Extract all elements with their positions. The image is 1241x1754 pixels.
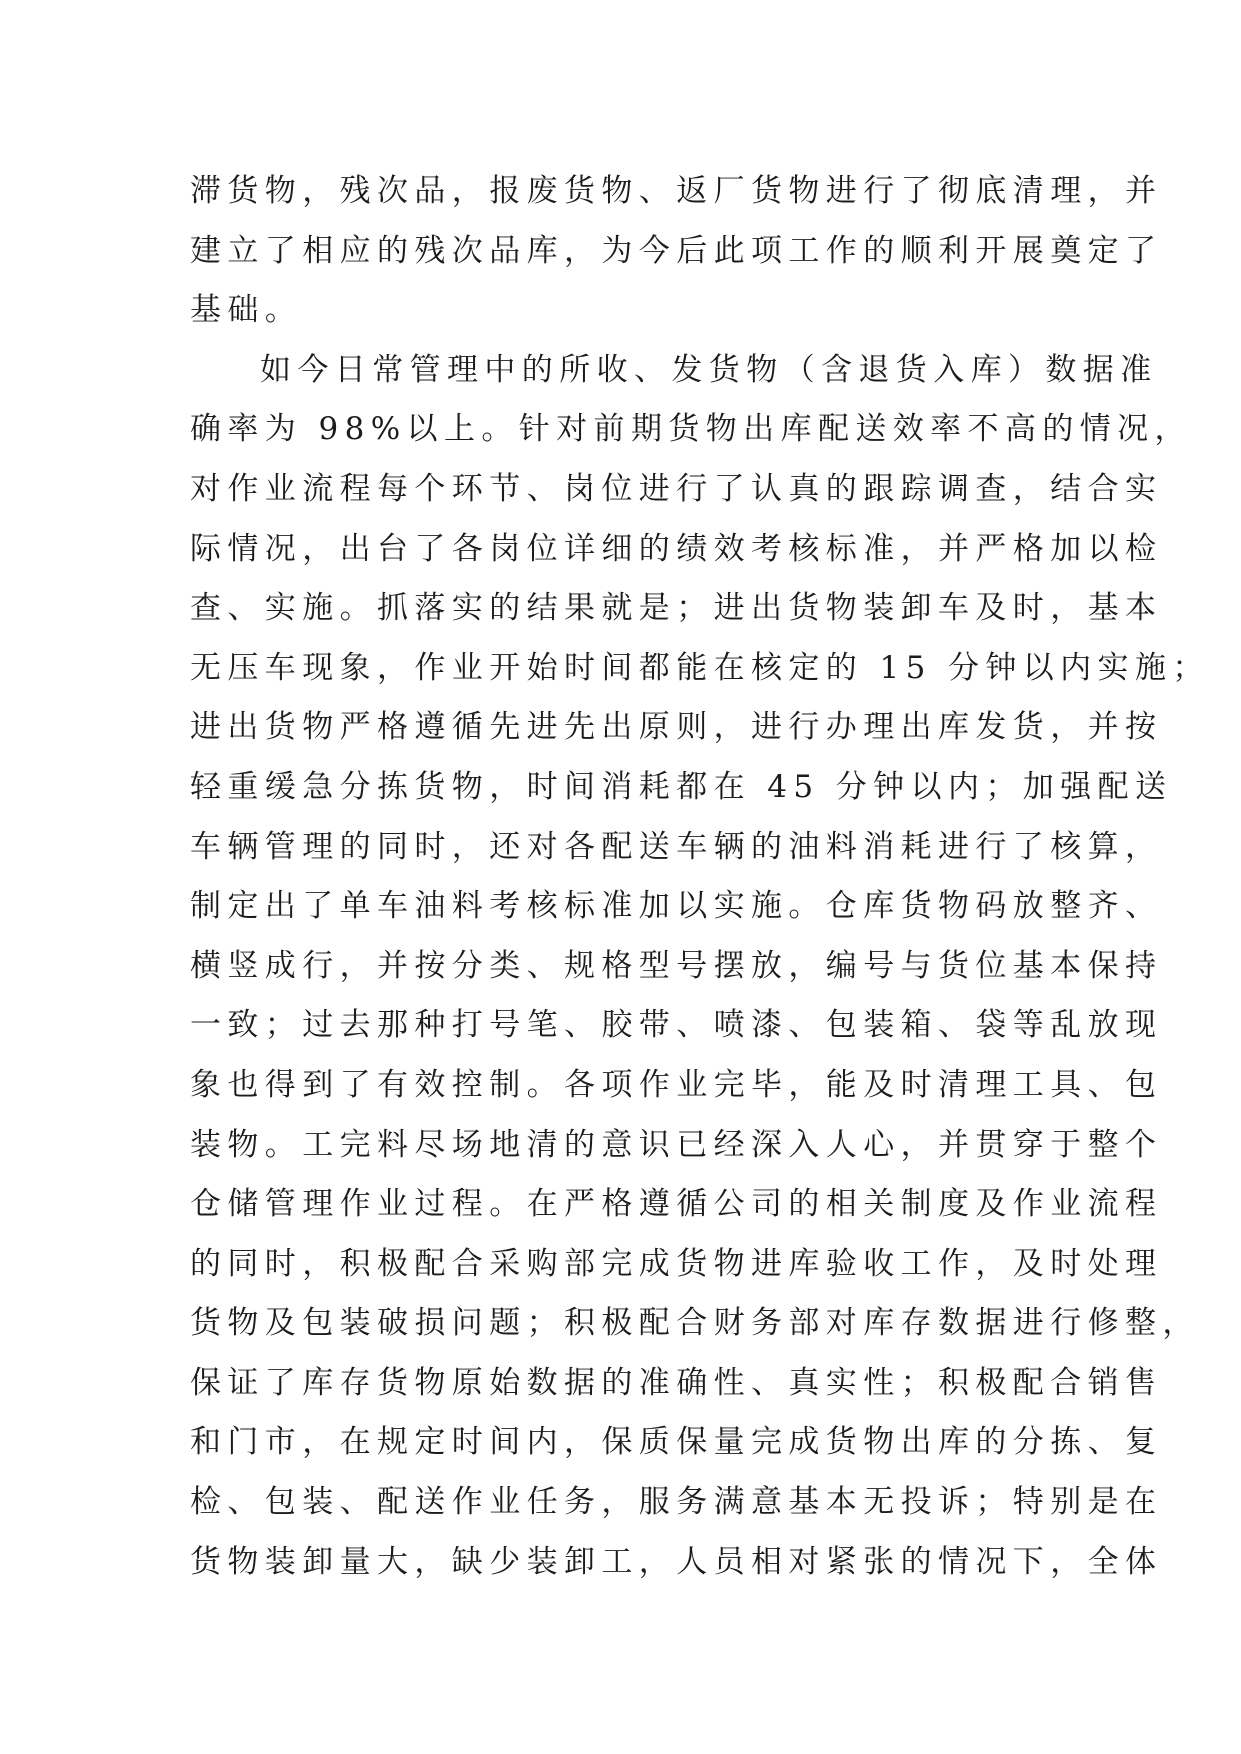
paragraph-2-line-3: 对作业流程每个环节、岗位进行了认真的跟踪调查，结合实 [190, 470, 1163, 507]
paragraph-2-line-2: 确率为 98%以上。针对前期货物出库配送效率不高的情况， [190, 411, 1192, 448]
paragraph-2-line-6: 无压车现象，作业开始时间都能在核定的 15 分钟以内实施； [190, 649, 1210, 686]
paragraph-2-line-17: 货物及包装破损问题；积极配合财务部对库存数据进行修整， [190, 1305, 1200, 1342]
paragraph-2-line-20: 检、包装、配送作业任务，服务满意基本无投诉；特别是在 [190, 1484, 1163, 1521]
paragraph-2-line-11: 横竖成行，并按分类、规格型号摆放，编号与货位基本保持 [190, 947, 1163, 984]
paragraph-2-line-10: 制定出了单车油料考核标准加以实施。仓库货物码放整齐、 [190, 888, 1163, 925]
paragraph-2-line-16: 的同时，积极配合采购部完成货物进库验收工作，及时处理 [190, 1245, 1163, 1282]
paragraph-2-line-15: 仓储管理作业过程。在严格遵循公司的相关制度及作业流程 [190, 1186, 1163, 1223]
paragraph-2-line-12: 一致；过去那种打号笔、胶带、喷漆、包装箱、袋等乱放现 [190, 1007, 1163, 1044]
paragraph-2-line-21: 货物装卸量大，缺少装卸工，人员相对紧张的情况下，全体 [190, 1543, 1163, 1580]
paragraph-2-line-7: 进出货物严格遵循先进先出原则，进行办理出库发货，并按 [190, 709, 1163, 746]
paragraph-2-line-9: 车辆管理的同时，还对各配送车辆的油料消耗进行了核算， [190, 828, 1163, 865]
paragraph-2-line-8: 轻重缓急分拣货物，时间消耗都在 45 分钟以内；加强配送 [190, 768, 1173, 805]
paragraph-2-line-13: 象也得到了有效控制。各项作业完毕，能及时清理工具、包 [190, 1066, 1163, 1103]
paragraph-1-line-1: 滞货物，残次品，报废货物、返厂货物进行了彻底清理，并 [190, 173, 1163, 209]
paragraph-2-line-18: 保证了库存货物原始数据的准确性、真实性；积极配合销售 [190, 1364, 1163, 1401]
paragraph-2-line-4: 际情况，出台了各岗位详细的绩效考核标准，并严格加以检 [190, 530, 1163, 567]
body-text [190, 162, 1210, 1592]
paragraph-2-line-19: 和门市，在规定时间内，保质保量完成货物出库的分拣、复 [190, 1424, 1163, 1461]
paragraph-1-line-3: 基础。 [190, 292, 303, 329]
paragraph-2-line-5: 查、实施。抓落实的结果就是；进出货物装卸车及时，基本 [190, 590, 1163, 627]
paragraph-1-line-2: 建立了相应的残次品库，为今后此项工作的顺利开展奠定了 [190, 232, 1163, 269]
paragraph-2-line-1: 如今日常管理中的所收、发货物（含退货入库）数据准 [260, 351, 1158, 388]
paragraph-2-line-14: 装物。工完料尽场地清的意识已经深入人心，并贯穿于整个 [190, 1126, 1163, 1163]
